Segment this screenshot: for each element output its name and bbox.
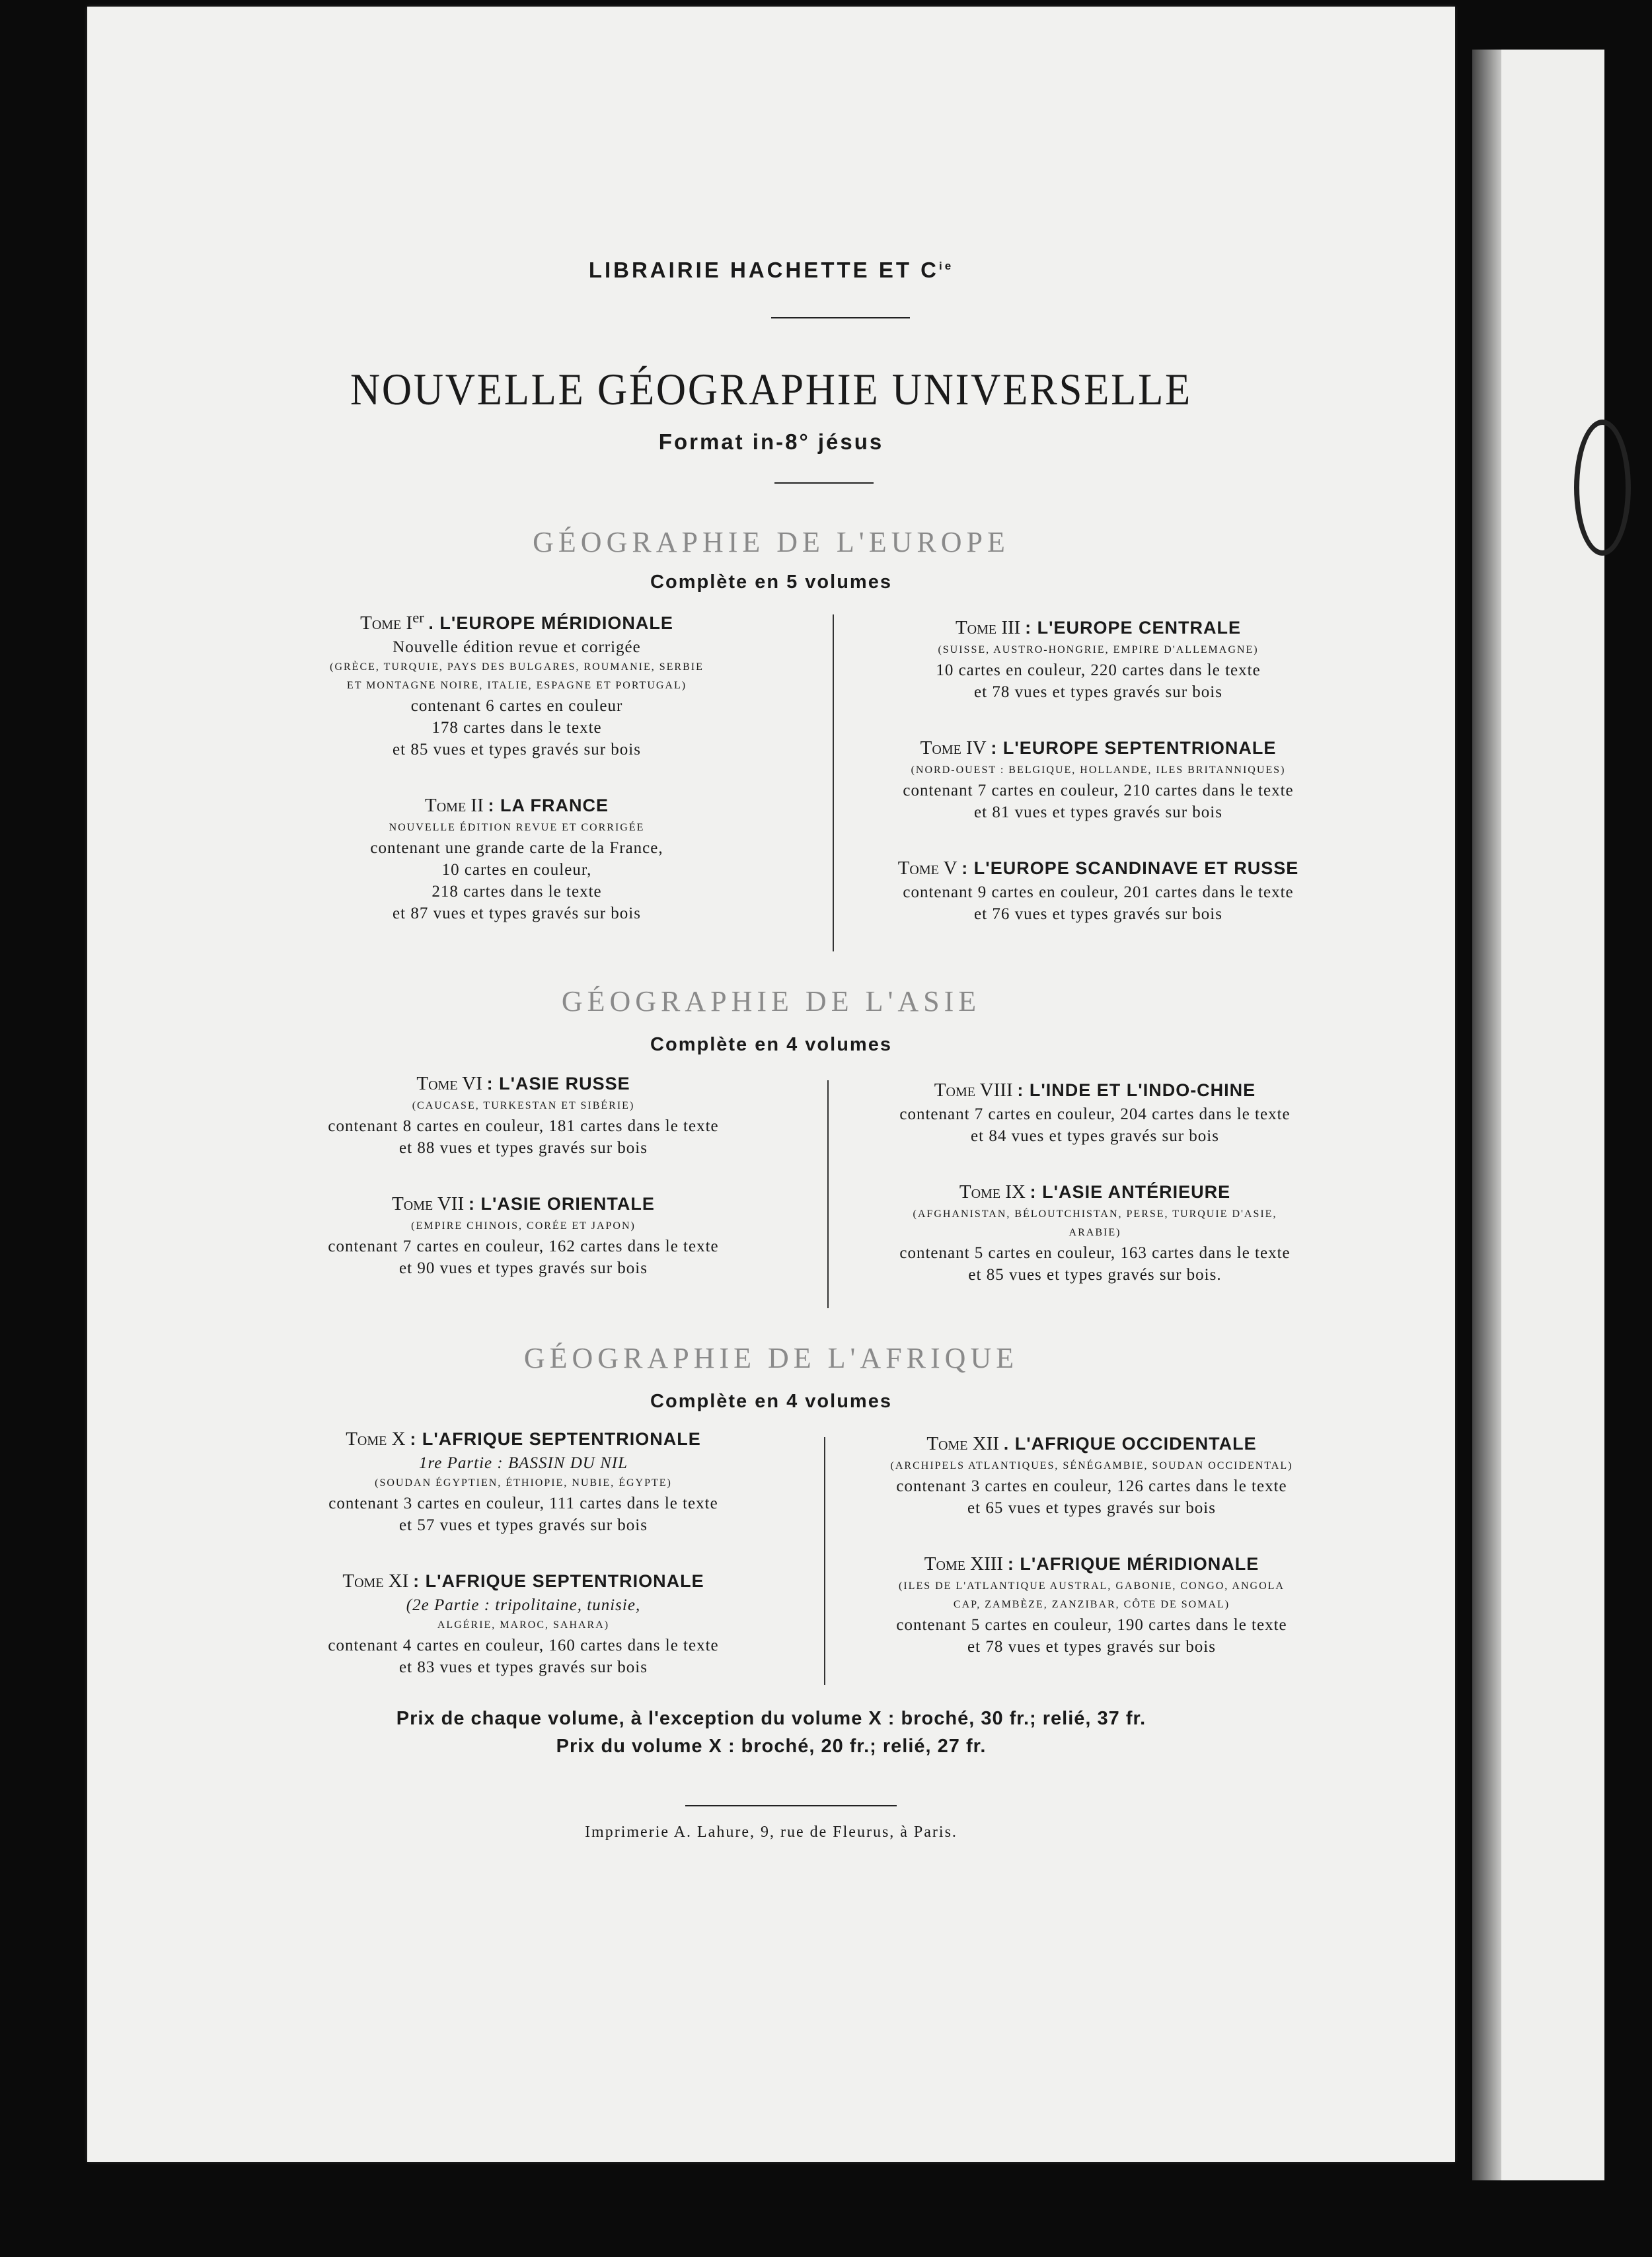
tome-heading [279, 792, 755, 819]
tome-heading [847, 735, 1349, 761]
tome-detail-line: contenant 3 cartes en couleur, 126 cartes dans le texte [896, 1477, 1287, 1495]
asie-right-column [841, 1077, 1349, 1317]
section-complete-asie: Complète en 4 volumes [650, 1034, 892, 1055]
tome-entry [834, 1551, 1349, 1658]
tome-title: : L'INDE ET L'INDO-CHINE [1017, 1080, 1256, 1100]
tome-contents-note: (GRÈCE, TURQUIE, PAYS DES BULGARES, ROUMANIE, SERBIE [330, 661, 704, 673]
tome-title: : L'ASIE ORIENTALE [468, 1194, 655, 1214]
tome-label: Tome II [425, 795, 484, 816]
tome-entry [847, 735, 1349, 823]
tome-label: Tome V [897, 858, 957, 879]
tome-detail-line: contenant une grande carte de la France, [370, 839, 663, 857]
tome-contents-note: (CAUCASE, TURKESTAN ET SIBÉRIE) [412, 1100, 635, 1111]
section-title-europe: GÉOGRAPHIE DE L'EUROPE [533, 526, 1010, 558]
tome-label: Tome IV [920, 737, 987, 758]
tome-title: . L'EUROPE MÉRIDIONALE [428, 613, 673, 633]
adjacent-page-edge [1472, 50, 1604, 2180]
afrique-left-column [266, 1426, 781, 1710]
tome-contents-note: (SUISSE, AUSTRO-HONGRIE, EMPIRE D'ALLEMAGNE) [938, 644, 1259, 655]
tome-contents-note: NOUVELLE ÉDITION REVUE ET CORRIGÉE [389, 822, 645, 833]
tome-contents-note: ET MONTAGNE NOIRE, ITALIE, ESPAGNE ET PORTUGAL) [346, 680, 687, 691]
tome-detail-line: 10 cartes en couleur, [441, 861, 592, 879]
tome-detail-line: contenant 5 cartes en couleur, 190 cartes dans le texte [896, 1616, 1287, 1634]
tome-contents-note: ARABIE) [1069, 1227, 1121, 1238]
tome-superscript: er [412, 609, 424, 626]
section-complete-europe: Complète en 5 volumes [650, 572, 892, 593]
tome-detail-line: et 90 vues et types gravés sur bois [399, 1259, 648, 1277]
tome-label: Tome I [360, 612, 413, 634]
tome-title: : L'ASIE RUSSE [486, 1074, 630, 1093]
tome-detail-line: 1re Partie : BASSIN DU NIL [418, 1454, 628, 1472]
tome-heading [847, 614, 1349, 641]
tome-label: Tome III [955, 617, 1021, 638]
tome-heading [279, 605, 755, 636]
tome-detail-line: contenant 6 cartes en couleur [410, 697, 623, 715]
tome-detail-line: contenant 7 cartes en couleur, 204 cartes dans le texte [899, 1105, 1291, 1123]
tome-entry [266, 1568, 781, 1678]
tome-detail-line: contenant 4 cartes en couleur, 160 cartes dans le texte [328, 1637, 719, 1654]
tome-title: : L'EUROPE SCANDINAVE ET RUSSE [961, 858, 1299, 878]
tome-label: Tome IX [959, 1181, 1026, 1202]
tome-detail-line: et 88 vues et types gravés sur bois [399, 1139, 648, 1157]
tome-detail-line: contenant 7 cartes en couleur, 162 cartes dans le texte [328, 1238, 719, 1255]
tome-title: : L'AFRIQUE SEPTENTRIONALE [413, 1571, 704, 1591]
publisher-name: LIBRAIRIE HACHETTE ET C [588, 258, 939, 282]
tome-entry [834, 1430, 1349, 1519]
tome-heading [272, 1070, 774, 1097]
tome-detail-line: et 87 vues et types gravés sur bois [393, 905, 641, 922]
tome-label: Tome XII [926, 1433, 999, 1454]
price-volume-x: Prix du volume X : broché, 20 fr.; relié, 27 fr. [556, 1736, 987, 1757]
tome-heading [272, 1191, 774, 1217]
tome-label: Tome VI [416, 1073, 482, 1094]
tome-detail-line: Nouvelle édition revue et corrigée [393, 638, 641, 656]
section-complete-afrique: Complète en 4 volumes [650, 1391, 892, 1412]
column-divider [833, 614, 834, 951]
tome-heading [266, 1568, 781, 1594]
tome-detail-line: et 65 vues et types gravés sur bois [967, 1499, 1216, 1517]
tome-heading [834, 1551, 1349, 1577]
printer-line: Imprimerie A. Lahure, 9, rue de Fleurus, à Paris. [585, 1824, 957, 1841]
tome-title: : L'EUROPE CENTRALE [1025, 618, 1242, 638]
publisher-superscript: ie [938, 260, 954, 272]
tome-entry [279, 605, 755, 760]
price-all-volumes: Prix de chaque volume, à l'exception du volume X : broché, 30 fr.; relié, 37 fr. [396, 1708, 1146, 1729]
tome-entry [279, 792, 755, 924]
tome-detail-line: et 85 vues et types gravés sur bois. [968, 1266, 1222, 1284]
tome-label: Tome XIII [924, 1553, 1004, 1574]
asie-left-column [272, 1070, 774, 1311]
tome-label: Tome X [346, 1428, 406, 1450]
section-title-afrique: GÉOGRAPHIE DE L'AFRIQUE [523, 1342, 1019, 1374]
tome-heading [266, 1426, 781, 1452]
tome-detail-line: contenant 5 cartes en couleur, 163 cartes dans le texte [899, 1244, 1291, 1262]
tome-entry [847, 855, 1349, 925]
tome-detail-line: et 84 vues et types gravés sur bois [971, 1127, 1219, 1145]
column-divider [824, 1437, 825, 1685]
tome-entry [272, 1191, 774, 1279]
tome-title: : L'ASIE ANTÉRIEURE [1030, 1182, 1231, 1202]
tome-entry [847, 614, 1349, 703]
europe-left-column [279, 605, 755, 956]
page-edge-shadow [1472, 50, 1501, 2180]
tome-heading [841, 1077, 1349, 1103]
tome-detail-line: contenant 3 cartes en couleur, 111 cartes dans le texte [328, 1495, 718, 1512]
tome-detail-line: et 76 vues et types gravés sur bois [974, 905, 1222, 923]
column-divider [827, 1080, 829, 1308]
tome-detail-line: et 78 vues et types gravés sur bois [967, 1638, 1216, 1656]
tome-label: Tome XI [342, 1571, 409, 1592]
tome-contents-note: CAP, ZAMBÈZE, ZANZIBAR, CÔTE DE SOMAL) [953, 1599, 1230, 1610]
tome-contents-note: (ILES DE L'ATLANTIQUE AUSTRAL, GABONIE, CONGO, ANGOLA [899, 1580, 1285, 1592]
tome-title: : L'AFRIQUE SEPTENTRIONALE [410, 1429, 701, 1449]
tome-detail-line: 10 cartes en couleur, 220 cartes dans le texte [936, 661, 1261, 679]
section-title-asie: GÉOGRAPHIE DE L'ASIE [561, 985, 981, 1018]
tome-detail-line: et 85 vues et types gravés sur bois [393, 741, 641, 758]
tome-contents-note: (AFGHANISTAN, BÉLOUTCHISTAN, PERSE, TURQUIE D'ASIE, [913, 1208, 1277, 1220]
format-line: Format in-8° jésus [658, 429, 884, 454]
tome-title: : L'AFRIQUE MÉRIDIONALE [1007, 1554, 1259, 1574]
tome-title: : L'EUROPE SEPTENTRIONALE [991, 738, 1277, 758]
tome-heading [841, 1179, 1349, 1205]
tome-label: Tome VII [392, 1193, 465, 1214]
divider-rule [771, 317, 910, 318]
afrique-right-column [834, 1430, 1349, 1689]
tome-contents-note: (ARCHIPELS ATLANTIQUES, SÉNÉGAMBIE, SOUDAN OCCIDENTAL) [890, 1460, 1293, 1471]
tome-contents-note: (EMPIRE CHINOIS, CORÉE ET JAPON) [411, 1220, 636, 1232]
tome-contents-note: (NORD-OUEST : BELGIQUE, HOLLANDE, ILES BRITANNIQUES) [911, 764, 1286, 776]
ink-blot [1574, 420, 1631, 556]
tome-contents-note: ALGÉRIE, MAROC, SAHARA) [437, 1619, 610, 1631]
europe-right-column [847, 614, 1349, 957]
tome-detail-line: et 83 vues et types gravés sur bois [399, 1658, 648, 1676]
scanned-page [87, 7, 1455, 2162]
tome-detail-line: (2e Partie : tripolitaine, tunisie, [406, 1596, 641, 1614]
tome-detail-line: contenant 8 cartes en couleur, 181 cartes dans le texte [328, 1117, 719, 1135]
tome-title: : LA FRANCE [488, 796, 609, 815]
tome-detail-line: 178 cartes dans le texte [432, 719, 602, 737]
publisher-line [87, 258, 1455, 283]
tome-label: Tome VIII [934, 1080, 1013, 1101]
tome-entry [266, 1426, 781, 1536]
tome-detail-line: et 57 vues et types gravés sur bois [399, 1516, 648, 1534]
tome-contents-note: (SOUDAN ÉGYPTIEN, ÉTHIOPIE, NUBIE, ÉGYPTE) [375, 1477, 672, 1489]
divider-rule [685, 1805, 897, 1806]
tome-detail-line: contenant 9 cartes en couleur, 201 cartes dans le texte [903, 883, 1294, 901]
tome-title: . L'AFRIQUE OCCIDENTALE [1003, 1434, 1257, 1454]
tome-entry [272, 1070, 774, 1159]
tome-entry [841, 1077, 1349, 1147]
tome-detail-line: contenant 7 cartes en couleur, 210 cartes dans le texte [903, 782, 1294, 799]
tome-heading [847, 855, 1349, 881]
main-title: NOUVELLE GÉOGRAPHIE UNIVERSELLE [350, 364, 1193, 414]
tome-heading [834, 1430, 1349, 1457]
divider-rule [774, 482, 874, 484]
tome-detail-line: et 81 vues et types gravés sur bois [974, 803, 1222, 821]
tome-entry [841, 1179, 1349, 1286]
tome-detail-line: et 78 vues et types gravés sur bois [974, 683, 1222, 701]
tome-detail-line: 218 cartes dans le texte [432, 883, 602, 901]
